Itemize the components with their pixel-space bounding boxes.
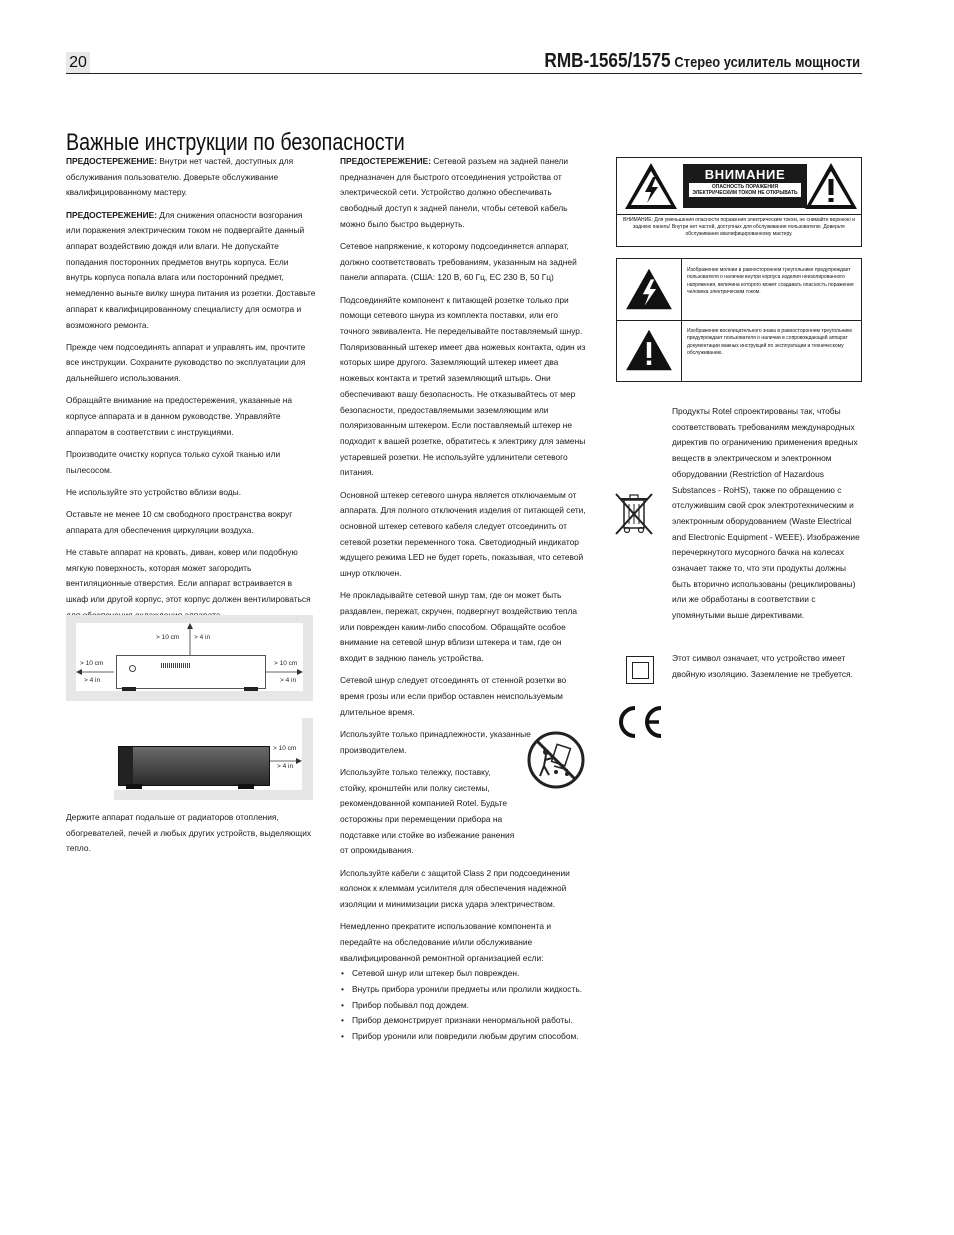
paragraph: Сетевой шнур следует отсоединять от стенной розетки во время грозы или если прибор оставлен неиспользуемым длительное время. [340,675,567,717]
lightning-warning-icon [623,161,679,211]
paragraph: Основной штекер сетевого шнура является отключаемым от аппарата. Для полного отключения изделия от питающей сети, основной штекер сетевого кабеля следует отсоединить от сетевой розетки переменного тока. Светодиодный индикатор ждущего режима LED не будет гореть, показывая, что сетевой шнур отключен. [340,489,586,579]
product-subtitle: Стерео усилитель мощности [674,54,860,71]
side-clearance-cm: > 10 cm [273,745,297,752]
paragraph: Используйте только принадлежности, указанные производителем. [340,728,531,755]
heat-source-paragraph: Держите аппарат подальше от радиаторов отопления, обогревателей, печей и любых других устройств, выделяющих тепло. [66,812,312,854]
exclamation-explanation: Изображение восклицательного знака в равностороннем треугольнике предупреждает пользователя о наличии в сопровождающей аппарат документации важных инструкций по эксплуатации и техническому обслуживанию. [687,328,853,356]
list-item: • Прибор демонстрирует признаки ненормальной работы. [340,1013,588,1029]
amp-side-foot-front [126,784,142,789]
double-insulation-paragraph: Этот символ означает, что устройство имеет двойную изоляцию. Заземление не требуется. [672,653,853,679]
side-clearance-in: > 4 in [277,763,294,770]
paragraph: Обращайте внимание на предостережения, указанные на корпусе аппарата и в данном руководстве. Управляйте аппаратом в соответствии с инструкциями. [66,395,293,437]
column-3 [672,404,862,630]
list-item: • Прибор побывал под дождем. [340,998,588,1014]
rohs-paragraph: Продукты Rotel спроектированы так, чтобы соответствовать требованиям международных директив по ограничению применения вредных веществ в электрическом и электронном оборудовании (Restriction of Hazardous Substances - RoHS), также по обращению с отслужившим свой срок электротехническим и электронным оборудованием (Waste Electrical and Electronic Equipment - WEEE). Изображение перечеркнутого мусорного бачка на колесах означает также то, что эти продукты должны быть вторично использованы (рециклированы) или же обработаны в соответствии с упомянутыми выше директивами. [672,406,860,621]
column-1 [66,154,316,630]
top-clearance-in: > 4 in [194,634,211,641]
paragraph: Прежде чем подсоединять аппарат и управлять им, прочтите все инструкции. Сохраните руководство по эксплуатации для дальнейшего использования. [66,341,306,384]
malfunction-list [340,966,588,1045]
paragraph: Не используйте это устройство вблизи воды. [66,486,242,497]
warning-subtitle: ОПАСНОСТЬ ПОРАЖЕНИЯ ЭЛЕКТРИЧЕСКИМ ТОКОМ НЕ ОТКРЫВАТЬ [689,183,801,197]
paragraph: Немедленно прекратите использование компонента и передайте на обследование и/или обслуживание квалифицированной ремонтной организацией если: [340,921,551,963]
paragraph [66,208,316,334]
exclamation-triangle-icon [624,328,674,372]
paragraph: Производите очистку корпуса только сухой тканью или пылесосом. [66,448,281,475]
amp-foot-right [244,687,258,691]
symbol-row-lightning [617,259,861,320]
paragraph: Оставьте не менее 10 см свободного пространства вокруг аппарата для обеспечения циркуляции воздуха. [66,509,293,535]
ce-mark-icon [613,704,665,740]
ventilation-figure-front [66,615,313,701]
header-rule [66,73,862,74]
caution-label: ПРЕДОСТЕРЕЖЕНИЕ: [66,156,157,166]
double-insulation-icon [626,656,654,684]
weee-bin-icon [612,490,656,538]
page-number: 20 [66,52,90,73]
paragraph: Используйте кабели с защитой Class 2 при подсоединении колонок к клеммам усилителя для обеспечения надежной изоляции и минимизации риска удара электричеством. [340,867,570,909]
paragraph: Сетевое напряжение, к которому подсоединяется аппарат, должно соответствовать требованиям, указанным на задней панели аппарата. (США: 120 В, 60 Гц, ЕС 230 В, 50 Гц) [340,241,577,283]
symbol-row-exclamation [617,320,861,381]
paragraph: Подсоединяйте компонент к питающей розетке только при помощи сетевого шнура из комплекта поставки, или его точного эквивалента. Не переделывайте поставляемый шнур. Поляризованный штекер имеет два ножевых контакта, один из которых шире другого. Заземляющий штекер имеет два ножевых контакта и третий заземляющий штырь. Они обеспечивают вашу безопасность. Не отказывайтесь от мер безопасности, предоставляемыми заземляющим или поляризованным штекером. Если поставляемый штекер не подходит к вашей розетке, обратитесь к электрику для замены устаревшей розетки. Не используйте удлинители сетевого питания. [340,294,586,478]
paragraph-text: Внутри нет частей, доступных для обслуживания пользователю. Доверьте обслуживание квалифицированному мастеру. [66,156,294,198]
left-clearance-in: > 4 in [84,677,101,684]
shock-warning-label [616,157,862,247]
lightning-explanation: Изображение молнии в равностороннем треугольнике предупреждает пользователя о наличии внутри корпуса изделия неизолированного напряжения, величина которого может создавать опасность поражения человека электрическим током. [687,267,854,295]
paragraph: Не прокладывайте сетевой шнур там, где он может быть раздавлен, пережат, скручен, подвергнут воздействию тепла или поврежден каким-либо способом. Обращайте особое внимание на сетевой шнур вблизи штекера и там, где он входит в заднюю панель устройства. [340,590,578,664]
warning-text: ВНИМАНИЕ: Для уменьшения опасности поражения электрическим током, не снимайте верхнюю и заднюю панель! Внутри нет частей, доступных для обслуживания пользователю. Доверьте обслуживание квалифицированному мастеру. [623,217,855,237]
column-2 [340,154,588,1045]
top-clearance-cm: > 10 cm [156,634,180,641]
symbols-explanation-box [616,258,862,382]
paragraph-text: Для снижения опасности возгорания или поражения электрическим током не подвергайте данный аппарат воздействию дождя или влаги. Не допускайте попадания посторонних предметов внутрь корпуса. Если внутрь корпуса попала влага или посторонний предмет, немедленно выньте вилку шнура питания из розетки. Доставьте аппарат к квалифицированному специалисту для осмотра и возможного ремонта. [66,209,316,330]
left-clearance-cm: > 10 cm [80,660,104,667]
caution-label: ПРЕДОСТЕРЕЖЕНИЕ: [340,156,431,166]
ventilation-figure-side [114,718,313,800]
cart-tipover-icon [526,730,586,790]
amp-foot-left [122,687,136,691]
amp-knob [129,665,136,672]
paragraph [340,154,588,233]
warning-title: ВНИМАНИЕ [704,167,786,182]
exclamation-warning-icon [803,161,859,211]
list-item: • Прибор уронили или повредили любым другим способом. [340,1029,588,1045]
page-title: Важные инструкции по безопасности [66,129,405,157]
caution-label: ПРЕДОСТЕРЕЖЕНИЕ: [66,209,157,220]
paragraph [66,154,316,201]
warning-label-top [617,158,861,215]
list-item: • Внутрь прибора уронили предметы или пролили жидкость. [340,982,588,998]
lightning-triangle-icon [624,267,674,311]
amplifier-side-graphic [118,746,270,786]
paragraph: Не ставьте аппарат на кровать, диван, ковер или подобную мягкую поверхность, которая может загородить вентиляционные отверстия. Если аппарат встраивается в шкаф или другой корпус, этот корпус должен вентилироваться [66,546,311,605]
amp-side-foot-back [238,784,254,789]
amp-meter-strip [161,663,191,668]
paragraph: Используйте только тележку, поставку, стойку, кронштейн или полку системы, рекомендованной компанией Rotel. Будьте осторожны при перемещении прибора на подставке или стойке во избежание ранения от опрокидывания. [340,766,515,856]
right-clearance-cm: > 10 cm [274,660,298,667]
right-clearance-in: > 4 in [280,677,297,684]
warning-banner [683,164,807,208]
paragraph-text: Сетевой разъем на задней панели предназначен для быстрого отсоединения устройства от электрической сети. Устройство должно обеспечивать свободный доступ к задней панели, чтобы сетевой кабель можно было быстро выдернуть. [340,156,569,229]
list-item: • Сетевой шнур или штекер был поврежден. [340,966,588,982]
amplifier-front-graphic [116,655,266,689]
model-name: RMB-1565/1575 [544,50,671,72]
document-header [544,50,860,73]
